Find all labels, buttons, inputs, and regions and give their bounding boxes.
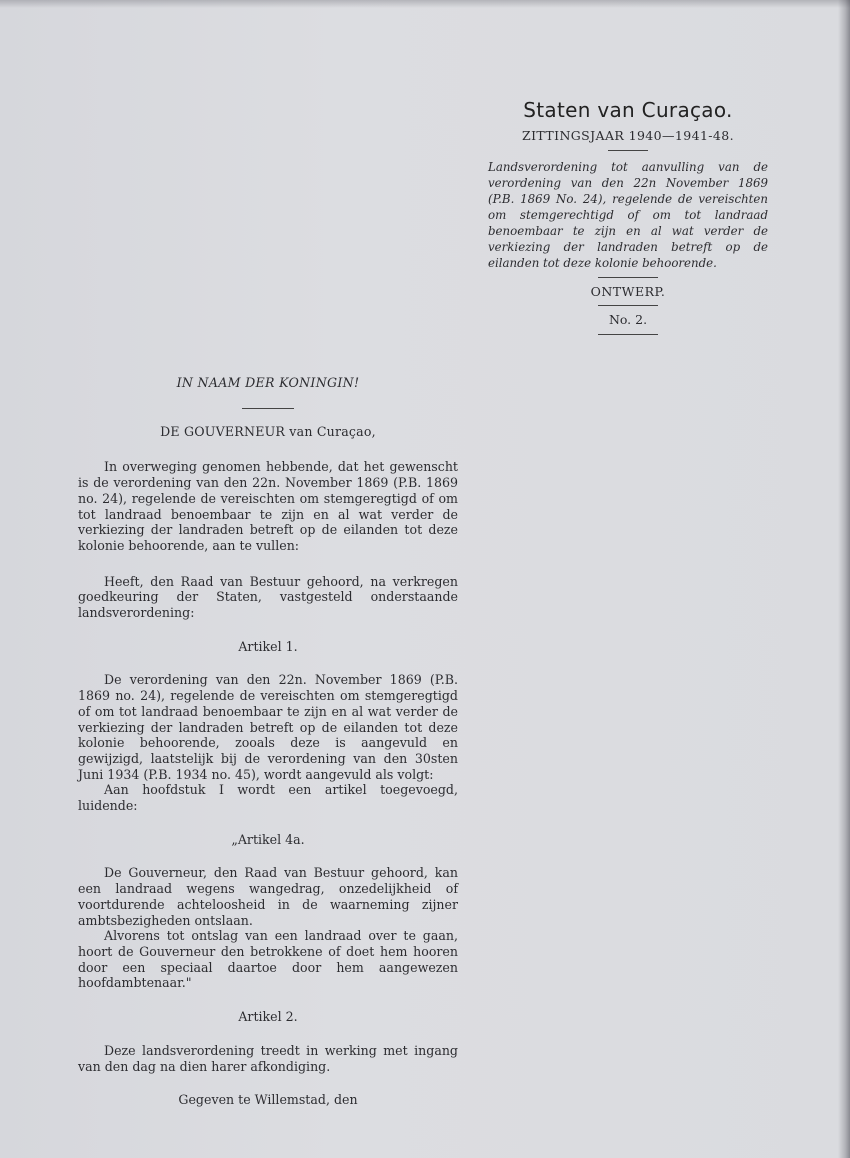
article-heading: Artikel 1. — [238, 638, 298, 654]
article-paragraph: Deze landsverordening treedt in werking met ingang van den dag na dien harer afkondiging. — [78, 1042, 458, 1074]
document-number: No. 2. — [608, 312, 648, 327]
body-divider — [242, 408, 294, 409]
page-top-shadow — [0, 0, 850, 8]
document-subject: Landsverordening tot aanvulling van de verordening van den 22n November 1869 (P.B. 1869 No. 24), regelende de vereischten om stemgerechtigd of om tot landraad benoembaar te zijn en al wat verder de verkiezing der landraden betreft op de eilanden tot deze kolonie behoorende. — [488, 160, 768, 270]
document-header — [488, 98, 768, 335]
document-status: ONTWERP. — [590, 284, 666, 299]
article-paragraph: De verordening van den 22n. November 1869 (P.B. 1869 no. 24), regelende de vereischten om stemgeregtigd of om tot landraad benoembaar te zijn en al wat verder de verkiezing der landraden betreft op de eilanden tot deze kolonie behoorende, zooals deze is aangevuld en gewijzigd, laatstelijk bij de verordening van den 30sten Juni 1934 (P.B. 1934 no. 45), wordt aangevuld als volgt: — [78, 672, 458, 782]
article-paragraph: De Gouverneur, den Raad van Bestuur gehoord, kan een landraad wegens wangedrag, onzedelijkheid of voortdurende achteloosheid in de waarneming zijner ambtsbezigheden ontslaan. — [78, 865, 458, 928]
issuer: DE GOUVERNEUR van Curaçao, — [160, 423, 376, 439]
article-heading: Artikel 2. — [238, 1009, 298, 1025]
article-paragraph: Aan hoofdstuk I wordt een artikel toegevoegd, luidende: — [78, 782, 458, 814]
header-divider — [598, 305, 658, 306]
article-heading: „Artikel 4a. — [231, 831, 305, 847]
session-year: ZITTINGSJAAR 1940—1941-48. — [521, 128, 735, 143]
article-paragraph: Alvorens tot ontslag van een landraad over te gaan, hoort de Gouverneur den betrokkene of doet hem hooren door een speciaal daartoe door hem aangewezen hoofdambtenaar." — [78, 928, 458, 991]
preamble-paragraph: In overweging genomen hebbende, dat het gewenscht is de verordening van den 22n. November 1869 (P.B. 1869 no. 24), regelende de vereischten om stemgeregtigd of om tot landraad benoembaar te zijn en al wat verder de verkiezing der landraden betreft op de eilanden tot deze kolonie behoorende, aan te vullen: — [78, 459, 458, 553]
invocation: IN NAAM DER KONINGIN! — [176, 375, 360, 390]
header-divider — [598, 334, 658, 335]
document-body — [78, 375, 458, 1108]
signature-line: Gegeven te Willemstad, den — [178, 1092, 358, 1108]
header-divider — [598, 277, 658, 278]
preamble-paragraph: Heeft, den Raad van Bestuur gehoord, na verkregen goedkeuring der Staten, vastgesteld onderstaande landsverordening: — [78, 573, 458, 621]
header-divider — [608, 150, 648, 151]
page-edge-shadow — [838, 0, 850, 1158]
document-title: Staten van Curaçao. — [523, 98, 733, 122]
